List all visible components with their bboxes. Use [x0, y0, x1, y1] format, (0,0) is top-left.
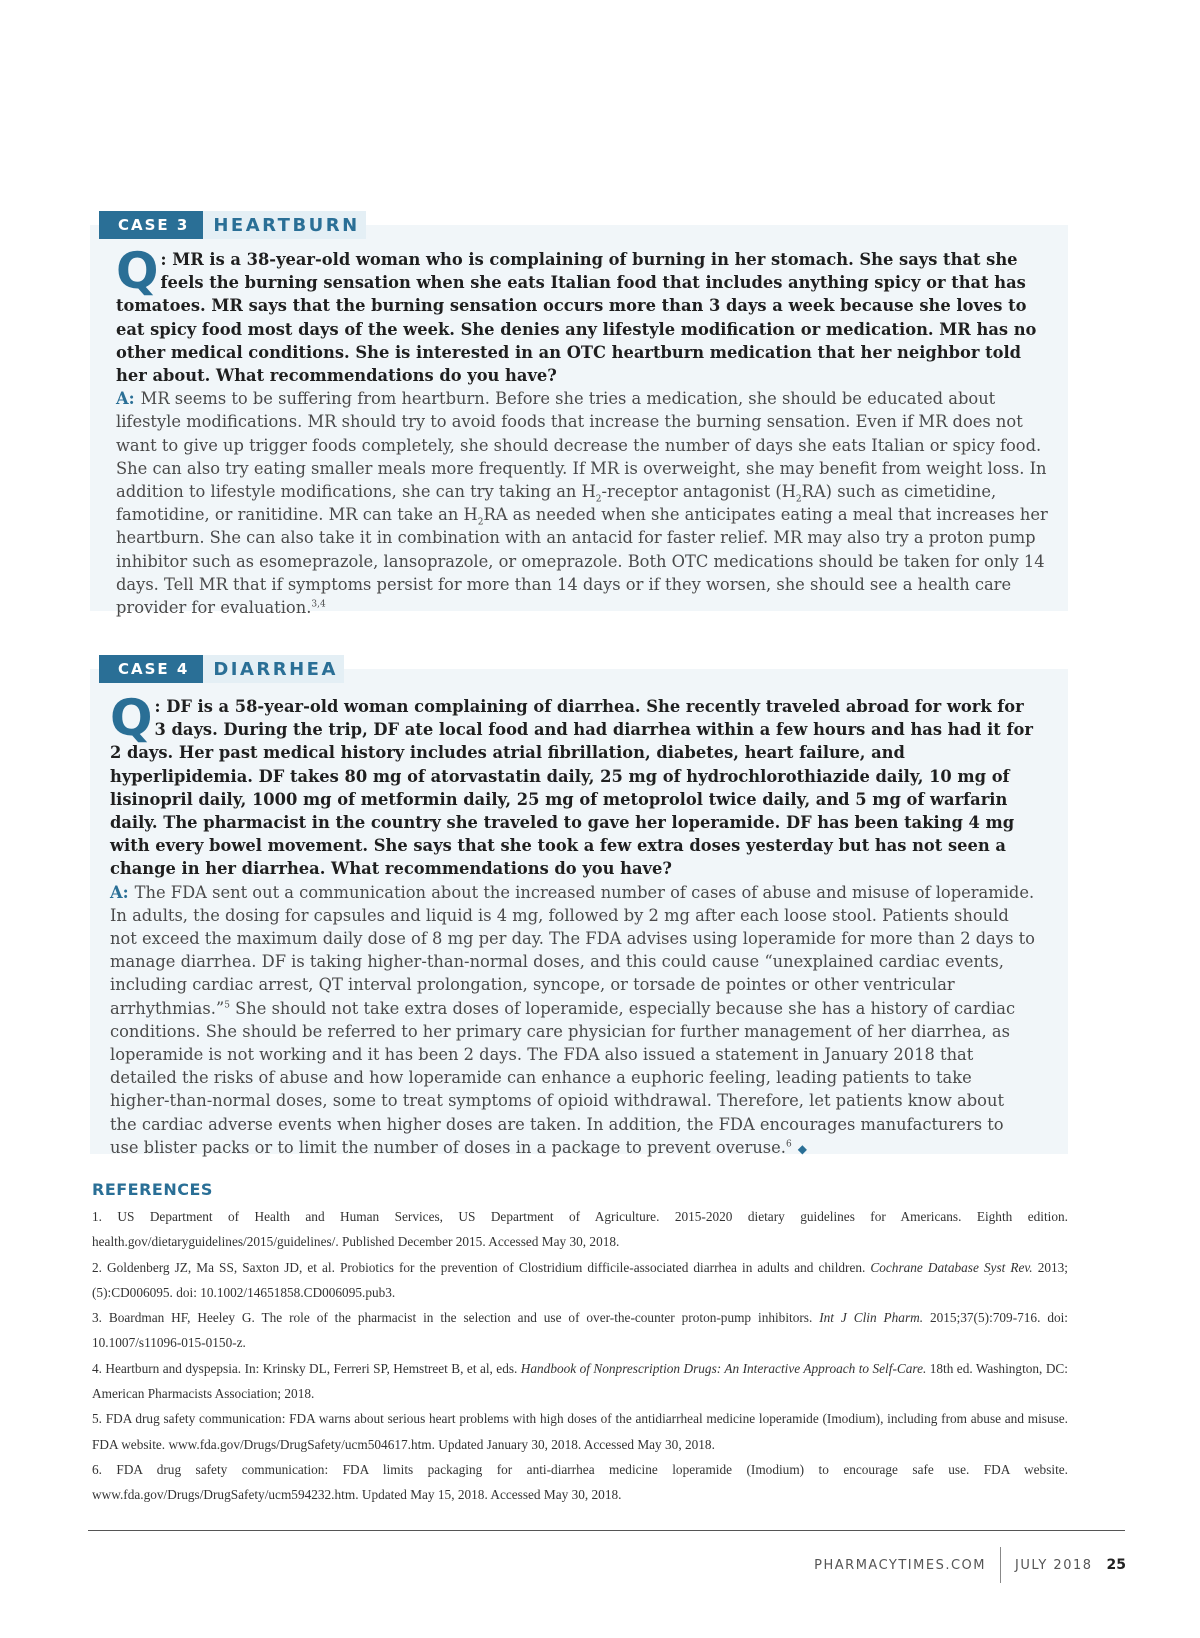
case4-q-letter: Q	[110, 689, 153, 747]
case3-number: CASE 3	[99, 211, 203, 239]
case4-title: DIARRHEA	[203, 655, 344, 683]
references-list	[92, 1204, 1068, 1508]
case4-answer	[110, 881, 1035, 1161]
case3-title: HEARTBURN	[203, 211, 365, 239]
case3-tag	[99, 211, 366, 239]
case4-body	[110, 689, 1035, 1161]
case3-answer-text: MR seems to be suffering from heartburn. Before she tries a medication, she should be educated about lifestyle modifications. MR should try to avoid foods that increase the burning sensation. Even if MR does not want to give up trigger foods completely, she should decrease the number of days she eats Italian or spicy food. She can also try eating smaller meals more frequently. If MR is overweight, she may benefit from weight loss. In addition to lifestyle modifications, she can try taking an H	[116, 389, 1047, 502]
end-diamond-icon: ◆	[797, 1141, 807, 1156]
case4-number: CASE 4	[99, 655, 203, 683]
reference-item: 1. US Department of Health and Human Services, US Department of Agriculture. 2015-2020 dietary guidelines for Americans. Eighth edition. health.gov/dietaryguidelines/2015/guidelines/. Published December 2015. Accessed May 30, 2018.	[92, 1209, 1068, 1250]
case4-answer-text: She should not take extra doses of loperamide, especially because she has a history of cardiac conditions. She should be referred to her primary care physician for further management of her diarrhea, as loperamide is not working and it has been 2 days. The FDA also issued a statement in January 2018 that detailed the risks of abuse and how loperamide can enhance a euphoric feeling, leading patients to take higher-than-normal doses, some to treat symptoms of opioid withdrawal. Therefore, let patients know about the cardiac adverse events when higher doses are taken. In addition, the FDA encourages manufacturers to use blister packs or to limit the number of doses in a package to prevent overuse.	[110, 998, 1016, 1157]
case4-answer-text: The FDA sent out a communication about the increased number of cases of abuse and misuse of loperamide. In adults, the dosing for capsules and liquid is 4 mg, followed by 2 mg after each loose stool. Patients should not exceed the maximum daily dose of 8 mg per day. The FDA advises using loperamide for more than 2 days to manage diarrhea. DF is taking higher-than-normal doses, and this could cause “unexplained cardiac events, including cardiac arrest, QT interval prolongation, syncope, or torsade de pointes or other ventricular arrhythmias.”	[110, 882, 1035, 1018]
footer-separator	[1000, 1547, 1001, 1583]
references-heading: REFERENCES	[92, 1180, 213, 1199]
citation-ref: 6	[785, 1139, 792, 1150]
case3-question-text: : MR is a 38-year-old woman who is complaining of burning in her stomach. She says that she feels the burning sensation when she eats Italian food that includes anything spicy or that has tomatoes. MR says that the burning sensation occurs more than 3 days a week because she loves to eat spicy food most days of the week. She denies any lifestyle modification or medication. MR has no other medical conditions. She is interested in an OTC heartburn medication that her neighbor told her about. What recommendations do you have?	[116, 250, 1037, 386]
case3-question	[116, 242, 1051, 387]
subscript: 2	[795, 494, 802, 505]
reference-item: 4. Heartburn and dyspepsia. In: Krinsky DL, Ferreri SP, Hemstreet B, et al, eds. Handbook of Nonprescription Drugs: An Interactive Approach to Self-Care. 18th ed. Washington, DC: American Pharmacists Association; 2018.	[92, 1360, 1068, 1402]
footer-divider	[88, 1530, 1125, 1531]
case3-answer	[116, 387, 1051, 619]
case3-a-label: A:	[116, 389, 135, 409]
case3-answer-text: RA) such as cimetidine, famotidine, or ranitidine. MR can take an H	[116, 482, 997, 525]
case3-answer-text: RA as needed when she anticipates eating a meal that increases her heartburn. She can also take it in combination with an antacid for faster relief. MR may also try a proton pump inhibitor such as esomeprazole, lansoprazole, or omeprazole. Both OTC medications should be taken for only 14 days. Tell MR that if symptoms persist for more than 14 days or if they worsen, she should see a health care provider for evaluation.	[116, 505, 1048, 618]
reference-item: 3. Boardman HF, Heeley G. The role of the pharmacist in the selection and use of over-the-counter proton-pump inhibitors. Int J Clin Pharm. 2015;37(5):709-716. doi: 10.1007/s11096-015-0150-z.	[92, 1310, 1069, 1351]
reference-item: 6. FDA drug safety communication: FDA limits packaging for anti-diarrhea medicine loperamide (Imodium) to encourage safe use. FDA website. www.fda.gov/Drugs/DrugSafety/ucm594232.htm. Updated May 15, 2018. Accessed May 30, 2018.	[92, 1461, 1068, 1503]
reference-item: 2. Goldenberg JZ, Ma SS, Saxton JD, et al. Probiotics for the prevention of Clostridium difficile-associated diarrhea in adults and children. Cochrane Database Syst Rev. 2013;(5):CD006095. doi: 10.1002/14651858.CD006095.pub3.	[92, 1259, 1068, 1300]
case4-question	[110, 689, 1035, 881]
footer-site: PHARMACYTIMES.COM	[814, 1557, 986, 1573]
subscript: 2	[595, 494, 602, 505]
case4-tag	[99, 655, 344, 683]
case3-q-letter: Q	[116, 242, 159, 300]
case4-question-text: : DF is a 58-year-old woman complaining of diarrhea. She recently traveled abroad for work for 3 days. During the trip, DF ate local food and had diarrhea within a few hours and has had it for 2 days. Her past medical history includes atrial fibrillation, diabetes, heart failure, and hyperlipidemia. DF takes 80 mg of atorvastatin daily, 25 mg of hydrochlorothiazide daily, 10 mg of lisinopril daily, 1000 mg of metformin daily, 25 mg of metoprolol twice daily, and 5 mg of warfarin daily. The pharmacist in the country she traveled to gave her loperamide. DF has been taking 4 mg with every bowel movement. She says that she took a few extra doses yesterday but has not seen a change in her diarrhea. What recommendations do you have?	[110, 697, 1033, 879]
subscript: 2	[477, 517, 484, 528]
page-number: 25	[1106, 1557, 1126, 1573]
page-footer	[814, 1547, 1126, 1583]
citation-ref: 5	[224, 1000, 230, 1011]
reference-item: 5. FDA drug safety communication: FDA warns about serious heart problems with high doses of the antidiarrheal medicine loperamide (Imodium), including from abuse and misuse. FDA website. www.fda.gov/Drugs/DrugSafety/ucm504617.htm. Updated January 30, 2018. Accessed May 30, 2018.	[92, 1411, 1068, 1452]
case4-a-label: A:	[110, 882, 129, 902]
citation-ref: 3,4	[311, 599, 326, 610]
case3-answer-text: -receptor antagonist (H	[601, 482, 796, 502]
footer-issue: JULY 2018	[1014, 1557, 1093, 1573]
case3-body	[116, 242, 1051, 619]
